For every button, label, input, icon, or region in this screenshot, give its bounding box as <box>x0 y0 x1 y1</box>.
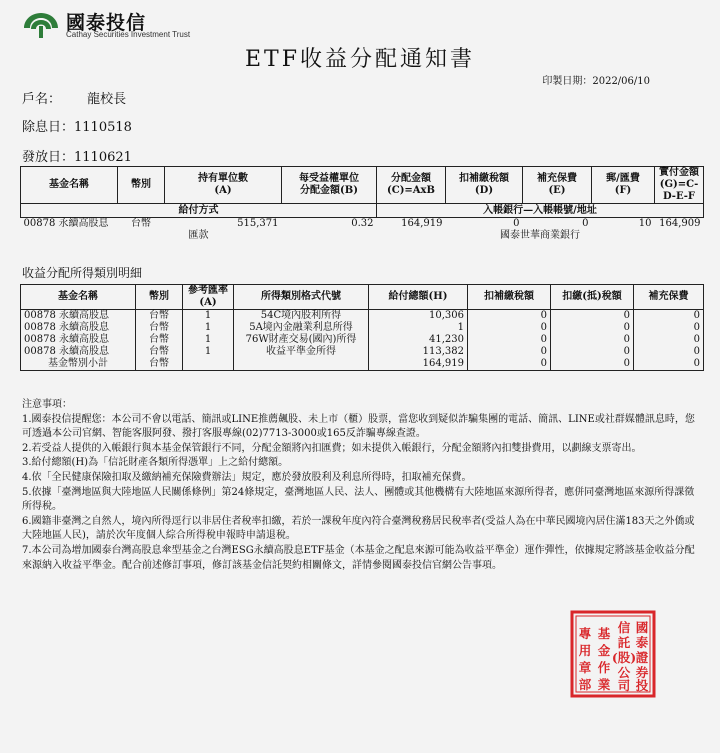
cell-income-type <box>234 358 369 371</box>
cell-currency: 台幣 <box>136 346 183 358</box>
ex-dividend-date: 除息日：1110518 <box>22 120 132 135</box>
cell-supplement: 0 <box>634 358 704 371</box>
svg-text:券: 券 <box>635 665 649 680</box>
cell-currency: 台幣 <box>136 334 183 346</box>
cell-units: 515,371 <box>237 218 279 229</box>
col-postage: 郵/匯費 (F) <box>592 167 655 204</box>
svg-text:託: 託 <box>617 635 631 650</box>
note-item: 1.國泰投信提醒您：本公司不會以電話、簡訊或LINE推薦飆股、未上市（櫃）股票，當您收到疑似詐騙集團的電話、簡訊、LINE或社群媒體訊息時，您可透過本公司官網、智能客服阿發、撥打客服專線(02)7713-3000或165反詐騙專線查證。 <box>22 413 695 440</box>
cell-withheld: 0 <box>551 310 634 323</box>
col-distribution: 分配金額 (C)=AxB <box>377 167 446 204</box>
col-income-type: 所得類別格式代號 <box>234 285 369 310</box>
cell-nhi-tax: 0 <box>468 358 551 371</box>
cell-currency: 台幣 <box>136 322 183 334</box>
table-row <box>21 230 704 242</box>
cell-distribution: 164,919 <box>401 218 443 229</box>
col-total: 給付總額(H) <box>369 285 468 310</box>
account-holder <box>22 88 126 107</box>
document-title: ETF收益分配通知書 <box>245 47 475 72</box>
table-row <box>21 334 704 346</box>
payment-date: 發放日：1110621 <box>22 150 132 165</box>
svg-text:業: 業 <box>597 677 611 692</box>
cell-bank: 國泰世華商業銀行 <box>500 230 580 241</box>
cell-withheld: 0 <box>551 346 634 358</box>
table-row <box>21 310 704 323</box>
note-item: 3.給付總額(H)為「信託財產各類所得憑單」上之給付總額。 <box>22 457 289 469</box>
note-item: 4.依「全民健康保險扣取及繳納補充保險費辦法」規定，應於發放股利及利息所得時，扣取補充保費。 <box>22 471 472 483</box>
cell-fund: 00878 永續高股息 <box>21 346 136 358</box>
col-withheld-tax: 扣繳(抵)稅額 <box>551 285 634 310</box>
svg-text:投: 投 <box>635 678 649 693</box>
cell-nhi-tax: 0 <box>468 322 551 334</box>
company-name-cn: 國泰投信 <box>66 12 147 34</box>
cell-rate: 1 <box>183 322 234 334</box>
cell-rate: 1 <box>183 346 234 358</box>
cell-fund: 基金幣別小計 <box>21 358 136 371</box>
col-nhi-tax: 扣補繳稅額 (D) <box>446 167 523 204</box>
cell-supplement: 0 <box>634 310 704 323</box>
cell-fund: 00878 永續高股息 <box>21 310 136 323</box>
cell-rate: 1 <box>183 334 234 346</box>
cell-per-unit: 0.32 <box>351 218 374 229</box>
cell-income-type: 5A境內金融業利息所得 <box>234 322 369 334</box>
subtotal-row <box>21 358 704 371</box>
cell-supplement: 0 <box>634 346 704 358</box>
cell-income-type: 收益平準金所得 <box>234 346 369 358</box>
company-seal-stamp <box>570 610 656 698</box>
company-name-en: Cathay Securities Investment Trust <box>66 30 191 39</box>
income-detail-title: 收益分配所得類別明細 <box>22 266 143 280</box>
cell-fund: 00878 永續高股息 <box>21 322 136 334</box>
svg-text:部: 部 <box>578 677 592 692</box>
cell-nhi-tax: 0 <box>468 310 551 323</box>
notes-section <box>22 398 702 573</box>
cell-total: 113,382 <box>369 346 468 358</box>
cell-total: 164,919 <box>369 358 468 371</box>
col-per-unit: 每受益權單位 分配金額(B) <box>282 167 377 204</box>
income-type-table <box>20 284 704 371</box>
col-fund-name: 基金名稱 <box>21 285 136 310</box>
cell-currency: 台幣 <box>136 310 183 323</box>
cell-postage: 10 <box>638 218 652 229</box>
col-units: 持有單位數 (A) <box>165 167 282 204</box>
svg-text:專: 專 <box>578 626 592 641</box>
note-item: 5.依據「臺灣地區與大陸地區人民關係條例」第24條規定，臺灣地區人民、法人、團體或其他機構有大陸地區來源所得者，應併同臺灣地區來源所得課徵所得稅。 <box>22 486 695 513</box>
cell-nhi-tax: 0 <box>468 334 551 346</box>
note-item: 2.若受益人提供的入帳銀行與本基金保管銀行不同，分配金額將內扣匯費；如未提供入帳銀行，分配金額將內扣雙掛費用，以劃線支票寄出。 <box>22 442 642 454</box>
svg-text:金: 金 <box>597 643 611 658</box>
table-row <box>21 346 704 358</box>
cell-income-type: 54C境內股利所得 <box>234 310 369 323</box>
col-supplement: 補充保費 <box>634 285 704 310</box>
col-ref-rate: 參考匯率 (A) <box>183 285 234 310</box>
col-currency: 幣別 <box>118 167 165 204</box>
svg-text:用: 用 <box>578 643 592 658</box>
col-fund-name: 基金名稱 <box>21 167 118 204</box>
svg-text:國: 國 <box>635 620 649 635</box>
cell-rate <box>183 358 234 371</box>
cell-fund: 00878 永續高股息 <box>21 334 136 346</box>
cell-fund: 00878 永續高股息 <box>23 218 109 229</box>
svg-text:泰: 泰 <box>635 635 649 650</box>
table-row <box>21 322 704 334</box>
cell-rate: 1 <box>183 310 234 323</box>
cell-nhi-tax: 0 <box>468 346 551 358</box>
cell-currency: 台幣 <box>136 358 183 371</box>
cell-income-type: 76W財產交易(國內)所得 <box>234 334 369 346</box>
col-supplement: 補充保費 (E) <box>523 167 592 204</box>
cathay-tree-logo-icon <box>22 10 60 40</box>
svg-text:章: 章 <box>578 660 592 675</box>
cell-method: 匯款 <box>188 230 209 241</box>
cell-total: 41,230 <box>369 334 468 346</box>
note-item: 7.本公司為增加國泰台灣高股息傘型基金之台灣ESG永續高股息ETF基金（本基金之配息來源可能為收益平準金）運作彈性，依據規定將該基金收益分配來源納入收益平準金。配合前述修訂事項，修訂該基金信託契約相關條文，詳情參閱國泰投信官網公告事項。 <box>22 544 695 571</box>
cell-currency: 台幣 <box>131 218 151 229</box>
note-item: 6.國籍非臺灣之自然人，境內所得逕行以非居住者稅率扣繳，若於一課稅年度內符合臺灣稅務居民稅率者(受益人為在中華民國境內居住滿183天之外僑或大陸地區人民)，請於次年度個人綜合所得稅申報時申請退稅。 <box>22 515 695 542</box>
table-row <box>21 218 704 231</box>
account-holder-name: 龍校長 <box>87 92 127 107</box>
cell-actual: 164,909 <box>659 218 701 229</box>
svg-text:作: 作 <box>597 660 611 675</box>
cell-total: 10,306 <box>369 310 468 323</box>
cell-withheld: 0 <box>551 334 634 346</box>
account-holder-label: 戶名： <box>22 92 62 107</box>
col-currency: 幣別 <box>136 285 183 310</box>
svg-text:公: 公 <box>617 665 631 680</box>
col-bank-account: 入帳銀行—入帳帳號/地址 <box>377 204 704 218</box>
cell-supplement: 0 <box>634 334 704 346</box>
cell-total: 1 <box>369 322 468 334</box>
cell-withheld: 0 <box>551 322 634 334</box>
svg-text:(股): (股) <box>611 650 637 665</box>
notes-title: 注意事項： <box>22 399 72 410</box>
cell-supplement: 0 <box>582 218 589 229</box>
col-pay-method: 給付方式 <box>21 204 377 218</box>
distribution-table <box>20 166 704 242</box>
svg-text:司: 司 <box>617 678 631 693</box>
col-actual: 實付金額 (G)=C-D-E-F <box>655 167 704 204</box>
cell-supplement: 0 <box>634 322 704 334</box>
cell-withheld: 0 <box>551 358 634 371</box>
svg-text:信: 信 <box>617 620 631 635</box>
col-nhi-tax: 扣補繳稅額 <box>468 285 551 310</box>
svg-text:證: 證 <box>635 650 649 665</box>
print-date: 印製日期：2022/06/10 <box>542 76 650 87</box>
svg-text:基: 基 <box>597 626 611 641</box>
cell-nhi-tax: 0 <box>513 218 520 229</box>
